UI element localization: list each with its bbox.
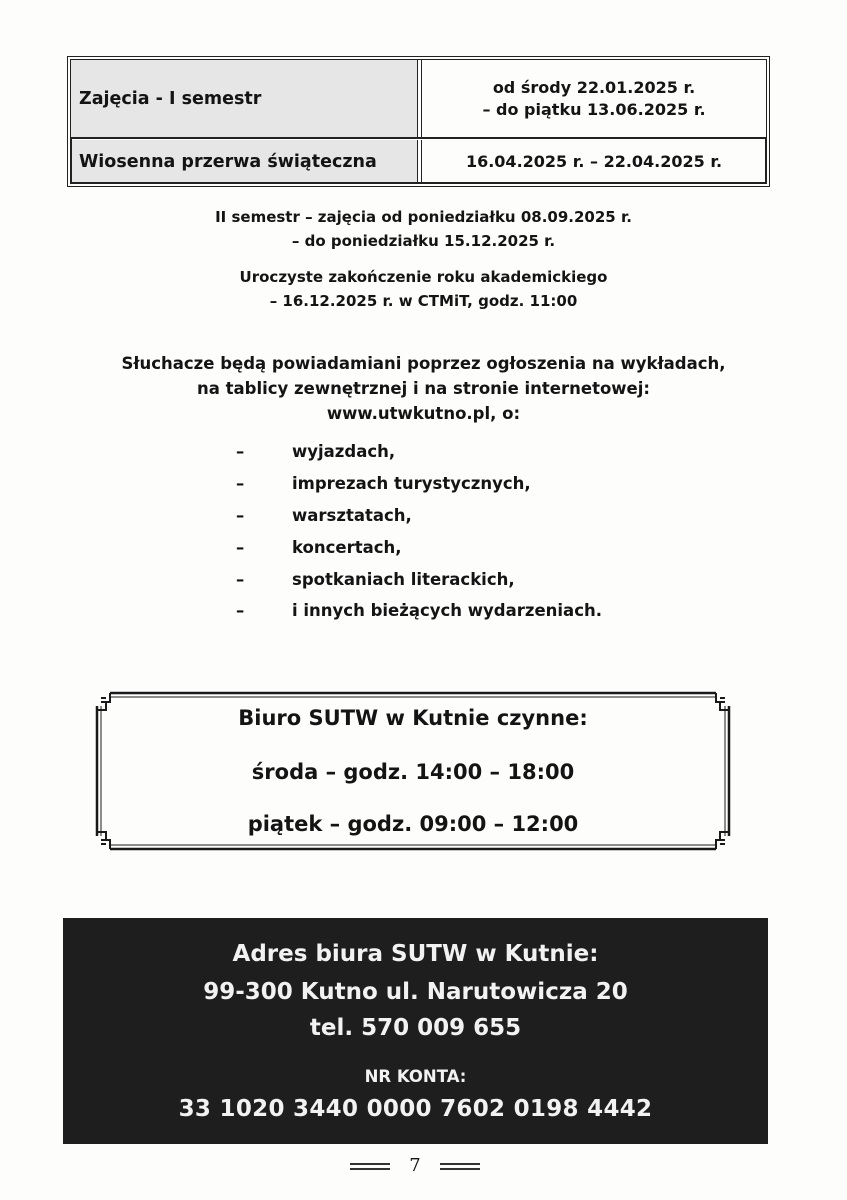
event-label: warsztatach, — [292, 505, 412, 525]
address-phone: tel. 570 009 655 — [309, 1015, 522, 1041]
notice-line1: Słuchacze będą powiadamiani poprzez ogłoszenia na wykładach, — [121, 354, 726, 373]
second-semester-line1: II semestr – zajęcia od poniedziałku 08.09.2025 r. — [215, 208, 632, 226]
bullet-dash: – — [236, 601, 245, 621]
event-label: spotkaniach literackich, — [292, 569, 515, 589]
schedule-value-line2: – do piątku 13.06.2025 r. — [482, 99, 706, 119]
bullet-dash: – — [236, 474, 245, 494]
ceremony-line2: – 16.12.2025 r. w CTMiT, godz. 11:00 — [269, 292, 578, 310]
schedule-label: Wiosenna przerwa świąteczna — [71, 140, 418, 183]
second-semester-line2: – do poniedziałku 15.12.2025 r. — [291, 232, 556, 250]
schedule-table — [67, 56, 770, 187]
address-box — [63, 918, 768, 1144]
event-label: wyjazdach, — [292, 442, 396, 462]
notice-line2: na tablicy zewnętrznej i na stronie internetowej: — [196, 379, 650, 398]
schedule-value — [422, 60, 766, 137]
address-title: Adres biura SUTW w Kutnie: — [232, 941, 599, 967]
bullet-dash: – — [236, 537, 245, 557]
page-number-value: 7 — [409, 1155, 421, 1176]
ceremony-text — [0, 265, 847, 313]
event-label: imprezach turystycznych, — [292, 474, 531, 494]
bullet-dash: – — [236, 442, 245, 462]
account-number: 33 1020 3440 0000 7602 0198 4442 — [178, 1096, 653, 1122]
bullet-dash: – — [236, 569, 245, 589]
list-item — [236, 595, 602, 627]
list-item — [236, 468, 602, 500]
account-label: NR KONTA: — [364, 1067, 467, 1086]
office-hours-wednesday: środa – godz. 14:00 – 18:00 — [251, 760, 575, 784]
event-label: koncertach, — [292, 537, 402, 557]
office-hours-title: Biuro SUTW w Kutnie czynne: — [238, 706, 588, 730]
bullet-dash: – — [236, 505, 245, 525]
office-hours-friday: piątek – godz. 09:00 – 12:00 — [247, 812, 579, 836]
list-item — [236, 563, 602, 595]
list-item — [236, 436, 602, 468]
notice-website: www.utwkutno.pl, o: — [326, 404, 521, 423]
schedule-value-line1: od środy 22.01.2025 r. — [492, 77, 696, 97]
events-list — [236, 436, 602, 627]
address-street: 99-300 Kutno ul. Narutowicza 20 — [203, 979, 628, 1005]
schedule-label: Zajęcia - I semestr — [71, 60, 418, 137]
second-semester-text — [0, 205, 847, 253]
schedule-row — [71, 138, 766, 183]
schedule-value — [422, 140, 766, 183]
event-label: i innych bieżących wydarzeniach. — [292, 601, 602, 621]
schedule-row — [71, 60, 766, 138]
schedule-value-line1: 16.04.2025 r. – 22.04.2025 r. — [465, 151, 723, 171]
ceremony-line1: Uroczyste zakończenie roku akademickiego — [239, 268, 608, 286]
list-item — [236, 500, 602, 532]
list-item — [236, 531, 602, 563]
page-number — [350, 1155, 480, 1179]
notice-text — [0, 351, 847, 426]
